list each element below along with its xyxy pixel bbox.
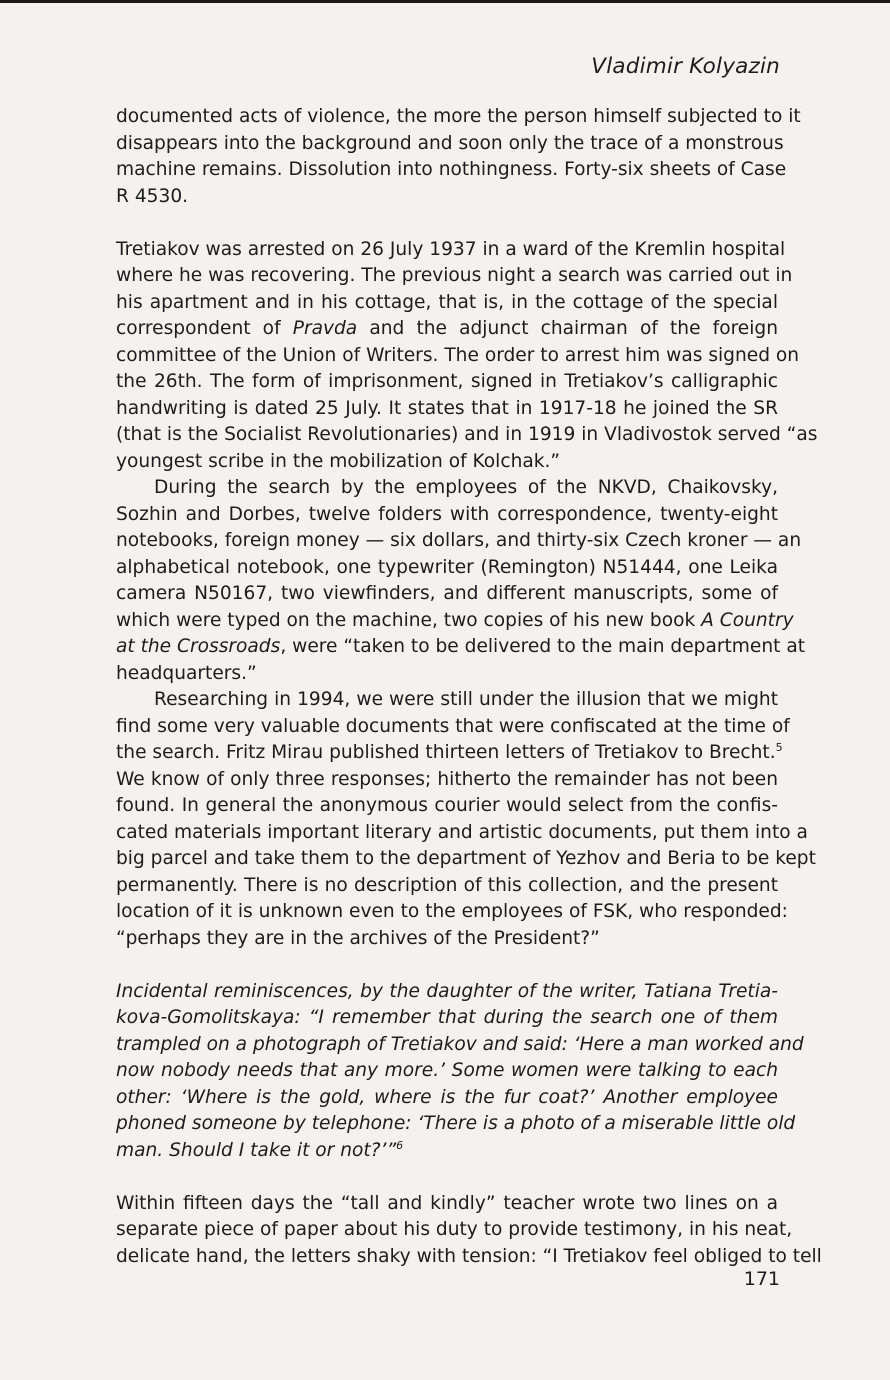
text-line: (that is the Socialist Revolutionaries) and in 1919 in Vladivostok served “as — [116, 424, 818, 445]
text-line: Tretiakov was arrested on 26 July 1937 in a ward of the Kremlin hospital — [116, 238, 786, 260]
text-fragment: man. Should I take it or not?’” — [116, 1139, 397, 1161]
text-line: committee of the Union of Writers. The order to arrest him was signed on — [116, 344, 800, 366]
paragraph-4 — [116, 687, 816, 952]
running-head: Vladimir Kolyazin — [591, 54, 780, 79]
paragraph-gap — [116, 952, 778, 979]
text-line: find some very valuable documents that were confiscated at the time of — [116, 715, 790, 737]
text-line: alphabetical notebook, one typewriter (Remington) N51444, one Leika — [116, 556, 778, 578]
text-line: where he was recovering. The previous night a search was carried out in — [116, 265, 793, 286]
text-line — [116, 634, 806, 661]
top-border-rule — [0, 0, 890, 3]
paragraph-5-reminiscence — [116, 979, 804, 1165]
italic-book-title: at the Crossroads — [116, 636, 281, 657]
text-line: handwriting is dated 25 July. It states that in 1917-18 he joined the SR — [116, 397, 778, 419]
text-line: youngest scribe in the mobilization of Kolchak.” — [116, 450, 561, 472]
text-line: phoned someone by telephone: ‘There is a photo of a miserable little old — [116, 1113, 796, 1134]
text-line: machine remains. Dissolution into nothingness. Forty-six sheets of Case — [116, 159, 787, 180]
footnote-marker: 6 — [396, 1138, 404, 1152]
text-line: delicate hand, the letters shaky with tension: “I Tretiakov feel obliged to tell — [116, 1245, 822, 1267]
paragraph-2 — [116, 237, 818, 476]
text-fragment: correspondent of — [116, 318, 293, 339]
text-fragment: which were typed on the machine, two copies of his new book — [116, 609, 702, 631]
text-line: documented acts of violence, the more the person himself subjected to it — [116, 106, 801, 127]
paragraph-gap — [116, 210, 778, 237]
text-line: kova-Gomolitskaya: “I remember that during the search one of them — [116, 1007, 778, 1028]
text-line: location of it is unknown even to the employees of FSK, who responded: — [116, 901, 788, 922]
text-line: Researching in 1994, we were still under the illusion that we might — [154, 689, 778, 710]
text-line: Incidental reminiscences, by the daughter of the writer, Tatiana Tretia- — [116, 980, 778, 1002]
text-line: permanently. There is no description of this collection, and the present — [116, 874, 778, 896]
italic-book-title: A Country — [701, 609, 794, 631]
text-line: found. In general the anonymous courier would select from the confis- — [116, 795, 778, 816]
text-line: now nobody needs that any more.’ Some women were talking to each — [116, 1060, 778, 1081]
text-fragment: , were “taken to be delivered to the main department at — [280, 636, 806, 657]
text-line: camera N50167, two viewfinders, and different manuscripts, some of — [116, 583, 778, 604]
text-line: separate piece of paper about his duty to provide testimony, in his neat, — [116, 1219, 793, 1240]
text-fragment: and the adjunct chairman of the foreign — [357, 318, 778, 339]
text-line — [116, 608, 794, 635]
text-line — [116, 316, 778, 343]
text-line: Sozhin and Dorbes, twelve folders with correspondence, twenty-eight — [116, 503, 778, 525]
paragraph-3 — [116, 475, 806, 687]
page-number: 171 — [743, 1268, 780, 1290]
text-line: other: ‘Where is the gold, where is the fur coat?’ Another employee — [116, 1086, 778, 1108]
page-body — [116, 104, 822, 1270]
paragraph-1 — [116, 104, 801, 210]
text-line: Within fifteen days the “tall and kindly” teacher wrote two lines on a — [116, 1192, 778, 1214]
text-line — [116, 1138, 778, 1165]
paragraph-gap — [116, 1164, 778, 1191]
text-line: the 26th. The form of imprisonment, signed in Tretiakov’s calligraphic — [116, 371, 778, 392]
text-line: During the search by the employees of the NKVD, Chaikovsky, — [154, 477, 778, 498]
text-line: We know of only three responses; hitherto the remainder has not been — [116, 768, 778, 790]
text-fragment: the search. Fritz Mirau published thirteen letters of Tretiakov to Brecht. — [116, 742, 776, 763]
footnote-marker: 5 — [775, 741, 783, 754]
text-line: disappears into the background and soon only the trace of a monstrous — [116, 132, 784, 154]
text-line: his apartment and in his cottage, that is, in the cottage of the special — [116, 291, 778, 313]
paragraph-6 — [116, 1191, 822, 1271]
italic-title-pravda: Pravda — [292, 318, 358, 339]
text-line: notebooks, foreign money — six dollars, and thirty-six Czech kroner — an — [116, 530, 802, 551]
text-line: big parcel and take them to the department of Yezhov and Beria to be kept — [116, 848, 816, 869]
text-line: headquarters.” — [116, 662, 257, 684]
text-line: cated materials important literary and artistic documents, put them into a — [116, 821, 808, 843]
text-line: trampled on a photograph of Tretiakov and said: ‘Here a man worked and — [116, 1033, 804, 1055]
text-line — [116, 740, 783, 767]
text-line: “perhaps they are in the archives of the President?” — [116, 927, 600, 949]
text-line: R 4530. — [116, 185, 189, 207]
